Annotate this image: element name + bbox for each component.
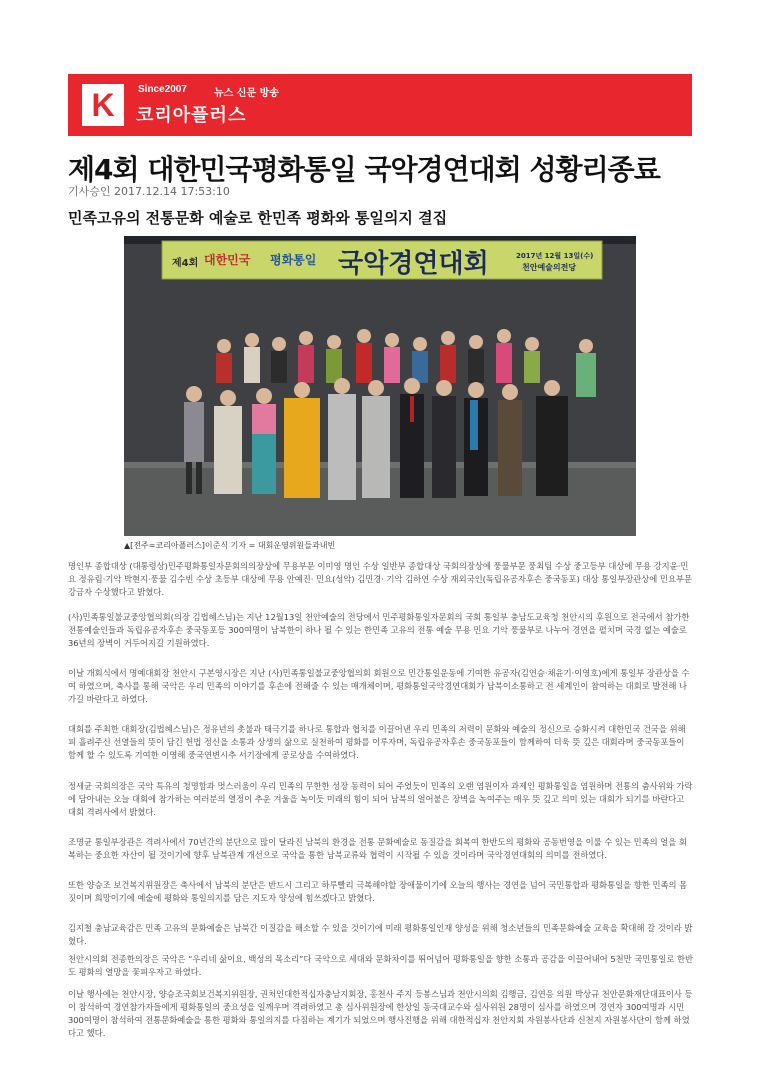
photo-caption: ▲[전주=코리아플러스]이준식 기자 = 대회운영위원들과내빈 <box>124 541 336 550</box>
banner-title: 국악경연대회 <box>338 249 489 279</box>
article-paragraph: 또한 양승조 보건복지위원장은 축사에서 남북의 분단은 반드시 그리고 하루빨리 극복해야할 장애물이기에 오늘의 행사는 경연을 넘어 국민통합과 평화통일을 향한 민족의 몸짓이며 희망이기에 예술에 평화와 통일의지를 담은 지도자 양성에 힘쓰겠다고 밝혔다. <box>68 880 688 903</box>
article-paragraph: (사)민족통일불교중앙협의회(의장 김법혜스님)는 지난 12월13일 천안예술의 전당에서 민주평화통일자문회의 국회 통일부 충남도교육청 천안시의 후원으로 전국에서 참가한 전통예술인들과 독립유공자후손 중국동포등 300여명이 남북한이 하나 될 수 있는 한민족 고유의 전통 예술 무용 민요 기악 풍물부로 나누어 경연을 펼치며 국경 없는 예술로 36년의 장벽이 거두어지길 기원하였다. <box>68 612 690 648</box>
article-paragraph: 조명균 통일부장관은 격려사에서 70년간의 분단으로 많이 달라진 남북의 환경을 전통 문화예술로 동질감을 회복여 한반도의 평화와 공동번영을 이룰 수 있는 민족의 얼을 회복하는 중요한 자산이 될 것이기에 향후 남북관계 개선으로 국악을 통한 남북교류와 협력이 시작될 수 있을 것이라며 국악경연대회의 의미를 전하였다. <box>68 837 687 860</box>
tagline: 뉴스 신문 방송 <box>214 88 279 99</box>
article-paragraph: 이날 행사에는 천안시장, 양승조국회보건복지위원장, 권처인대한적십자충남지회장, 홍천사 주지 등봉스님과 천안시의회 김행금, 김연응 의원 박상규 천안문화재단대표이사 등이 참석하여 경연참가자들에게 평화통일의 중요성을 일깨우며 격려하였고 총 심사위원장에 한상일 동국대교수와 심사위원 28명이 심사를 하였으며 경연자 300여명과 시민 300여명이 참석하여 전통문화예술을 통한 평화와 통일의지를 다짐하는 계기가 되었으며 행사진행을 위해 대한적십자 천안지회 자원봉사단과 신천지 자원봉사단이 함께 하였다고 했다. <box>68 989 693 1038</box>
article-paragraph: 대회를 주최한 대회장(김법혜스님)은 정유년의 촛불과 태극기를 하나로 통합과 협치를 이끌어낸 우리 민족의 저력이 문화와 예술의 정신으로 승화시켜 대한민국 건국을 위해 피 흘려주신 선열들의 뜻이 담긴 헌법 정신을 소통과 상생의 삶으로 실천하여 평화를 이루자며, 독립유공자후손 중국동포들이 함께하여 더욱 뜻 깊은 대회라며 중국동포들이 함께 할 수 있도록 기여한 이영해 중국연변시추 서기장에게 공로상을 수여하였다. <box>68 724 686 760</box>
article-paragraph: 정세균 국회의장은 국악 특유의 청명함과 멋스러움이 우리 민족의 무한한 성장 동력이 되어 주었듯이 민족의 오랜 염원이자 과제인 평화통일을 염원하며 전통의 춤사위와 가락에 담아내는 오늘 대회에 참가하는 여러분의 열정이 추운 겨울을 녹이듯 미래의 힘이 되어 남북의 얼어붙은 장벽을 녹여주는 매우 뜻 깊고 의미 있는 대회가 되기를 바란다고 대회 격려사에서 밝혔다. <box>68 781 693 817</box>
logo-letter: K <box>91 87 115 123</box>
banner-org: 대한민국 <box>204 253 251 267</box>
article-paragraph: 이날 개회식에서 명예대회장 천안시 구본영시장은 지난 (사)민족통일불교중앙협의회 회원으로 민간통일운동에 기여한 유공자(김연승·채윤기·이영호)에게 통일부 장관상을 수여 하였으며, 축사를 통해 국악은 우리 민족의 이야기를 후손에 전해줄 수 있는 매개체이며, 평화통일국악경연대회가 남북이소통하고 전 세계인이 참여하는 대회로 발전해 나가길 바란다고 하였다. <box>68 668 690 704</box>
published-timestamp: 기사승인 2017.12.14 17:53:10 <box>68 185 230 198</box>
since-label: Since2007 <box>138 84 187 95</box>
article-paragraph: 김지철 충남교육감은 민족 고유의 문화예술은 남북간 이질감을 해소할 수 있을 것이기에 미래 평화통일인재 양성을 위해 청소년들의 민족문화예술 교육을 확대해 갈 것이라 밝혔다. <box>68 923 693 946</box>
logo-mark[interactable] <box>82 84 124 126</box>
masthead-banner <box>68 74 692 136</box>
article-photo <box>124 236 636 536</box>
article-subheadline: 민족고유의 전통문화 예술로 한민족 평화와 통일의지 결집 <box>68 209 448 227</box>
event-banner <box>162 241 602 279</box>
banner-count: 제4회 <box>172 258 199 269</box>
banner-venue: 천안예술의전당 <box>522 263 577 272</box>
group-photo <box>124 236 636 536</box>
article-paragraph: 천안시의회 전종한의장은 국악은 “우리네 삶이요, 백성의 목소리”다 국악으로 세대와 문화차이를 뛰어넘어 평화통일을 향한 소통과 공감을 이끌어내어 5천만 국민통일로 한반도 평화의 열망을 꽃피우자고 하였다. <box>68 954 694 977</box>
article-paragraph: 명인부 종합대상 (대통령상)민주평화통일자문회의의장상에 무용부문 이미영 명인 수상 일반부 종합대상 국회의장상에 풍물부문 풍최팀 수상 중고등부 대상에 무용 강지윤·민요 정유림·기악 박현지·풍물 김수빈 수상 초등부 대상에 무용 안예진· 민요(성악) 김민경· 기악 김하연 수상 재외국인(독립유공자후손 중국동포) 대상 통일부장관상에 민요부문 강금자 수상했다고 밝혔다. <box>68 561 692 597</box>
brand-name[interactable]: 코리아플러스 <box>136 105 247 126</box>
article-headline: 제4회 대한민국평화통일 국악경연대회 성황리종료 <box>68 153 660 186</box>
banner-theme: 평화통일 <box>270 253 317 267</box>
banner-date: 2017년 12월 13일(수) <box>516 252 594 260</box>
